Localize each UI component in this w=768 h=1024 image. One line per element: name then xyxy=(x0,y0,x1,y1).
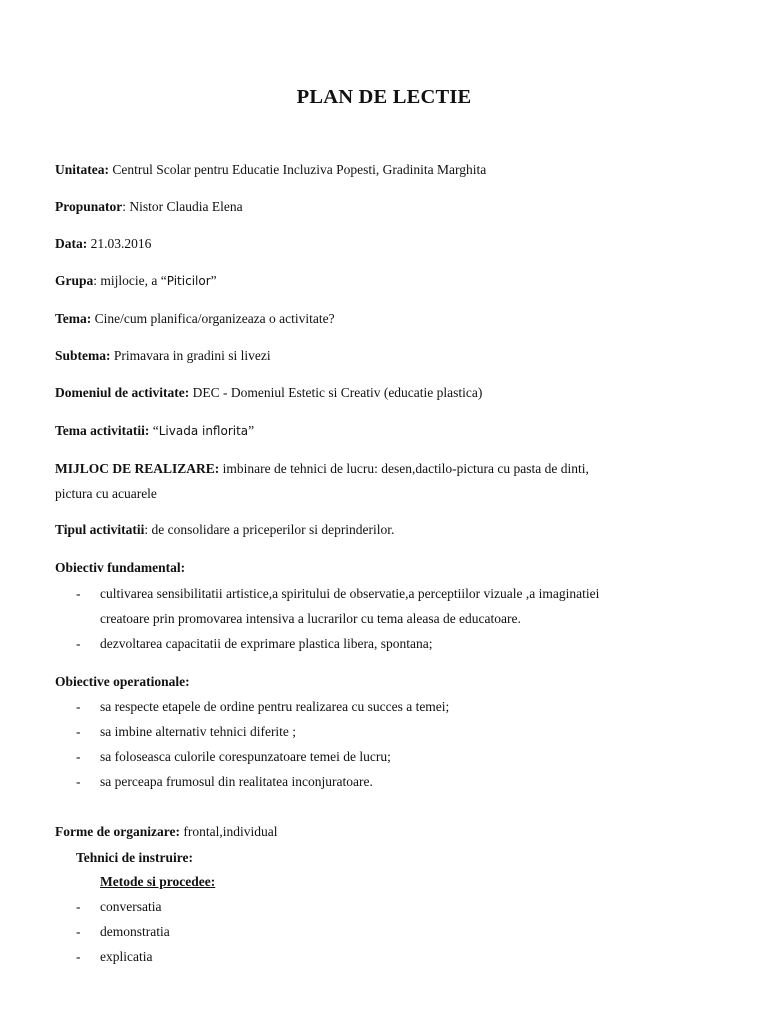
field-grupa xyxy=(55,273,217,289)
list-item: demonstratia xyxy=(100,924,170,939)
list-item: dezvoltarea capacitatii de exprimare plastica libera, spontana; xyxy=(100,636,433,651)
field-value-prefix: : mijlocie, a “ xyxy=(93,273,167,288)
field-tipul xyxy=(55,522,394,538)
field-label: Data: xyxy=(55,236,88,251)
field-value: : de consolidare a priceperilor si deprinderilor. xyxy=(144,522,395,537)
field-forme-organizare xyxy=(55,824,277,840)
group-name: Piticilor xyxy=(166,274,211,288)
list-item: sa imbine alternativ tehnici diferite ; xyxy=(100,724,297,739)
bullet-marker: - xyxy=(76,749,81,764)
field-label: MIJLOC DE REALIZARE: xyxy=(55,461,220,476)
field-data xyxy=(55,236,151,252)
field-label: Tema: xyxy=(55,311,92,326)
list-item: sa foloseasca culorile corespunzatoare temei de lucru; xyxy=(100,749,391,764)
field-label: Subtema: xyxy=(55,348,111,363)
field-value-suffix: ” xyxy=(210,273,217,288)
list-item: sa respecte etapele de ordine pentru realizarea cu succes a temei; xyxy=(100,699,450,714)
list-item: explicatia xyxy=(100,949,153,964)
field-label: Tipul activitatii xyxy=(55,522,145,537)
field-value: frontal,individual xyxy=(179,824,278,839)
bullet-marker: - xyxy=(76,699,81,714)
field-value: 21.03.2016 xyxy=(87,236,152,251)
field-label: Grupa xyxy=(55,273,94,288)
field-tema xyxy=(55,311,335,327)
field-unitatea xyxy=(55,162,486,178)
section-heading-metode: Metode si procedee: xyxy=(100,874,216,889)
field-value: Cine/cum planifica/organizeaza o activitate? xyxy=(91,311,335,326)
field-subtema xyxy=(55,348,271,364)
field-tema-activitatii xyxy=(55,423,254,439)
list-item: sa perceapa frumosul din realitatea inconjuratoare. xyxy=(100,774,373,789)
field-label: Propunator xyxy=(55,199,123,214)
field-domeniul xyxy=(55,385,482,401)
page-title: PLAN DE LECTIE xyxy=(296,86,472,108)
field-value-prefix: “ xyxy=(149,423,159,438)
field-label: Domeniul de activitate: xyxy=(55,385,190,400)
field-mijloc xyxy=(55,461,589,477)
field-label: Forme de organizare: xyxy=(55,824,180,839)
bullet-marker: - xyxy=(76,636,81,651)
field-propunator xyxy=(55,199,243,215)
field-value: imbinare de tehnici de lucru: desen,dactilo-pictura cu pasta de dinti, xyxy=(219,461,589,476)
field-mijloc-continued: pictura cu acuarele xyxy=(55,486,157,501)
section-heading-obiective-operationale: Obiective operationale: xyxy=(55,674,190,689)
list-item-continued: creatoare prin promovarea intensiva a lucrarilor cu tema aleasa de educatoare. xyxy=(100,611,521,626)
bullet-marker: - xyxy=(76,899,81,914)
bullet-marker: - xyxy=(76,724,81,739)
bullet-marker: - xyxy=(76,949,81,964)
field-value: : Nistor Claudia Elena xyxy=(122,199,243,214)
field-value: Centrul Scolar pentru Educatie Incluziva Popesti, Gradinita Marghita xyxy=(109,162,487,177)
field-value-suffix: ” xyxy=(248,423,255,438)
field-value: DEC - Domeniul Estetic si Creativ (educatie plastica) xyxy=(189,385,483,400)
list-item: conversatia xyxy=(100,899,162,914)
activity-name: Livada inflorita xyxy=(158,424,249,438)
field-label: Tema activitatii: xyxy=(55,423,150,438)
field-label: Unitatea: xyxy=(55,162,109,177)
bullet-marker: - xyxy=(76,774,81,789)
bullet-marker: - xyxy=(76,924,81,939)
section-heading-tehnici: Tehnici de instruire: xyxy=(76,850,194,865)
section-heading-obiectiv-fundamental: Obiectiv fundamental: xyxy=(55,560,186,575)
bullet-marker: - xyxy=(76,586,81,601)
list-item: cultivarea sensibilitatii artistice,a spiritului de observatie,a perceptiilor vizuale ,a imaginatiei xyxy=(100,586,600,601)
field-value: Primavara in gradini si livezi xyxy=(110,348,271,363)
